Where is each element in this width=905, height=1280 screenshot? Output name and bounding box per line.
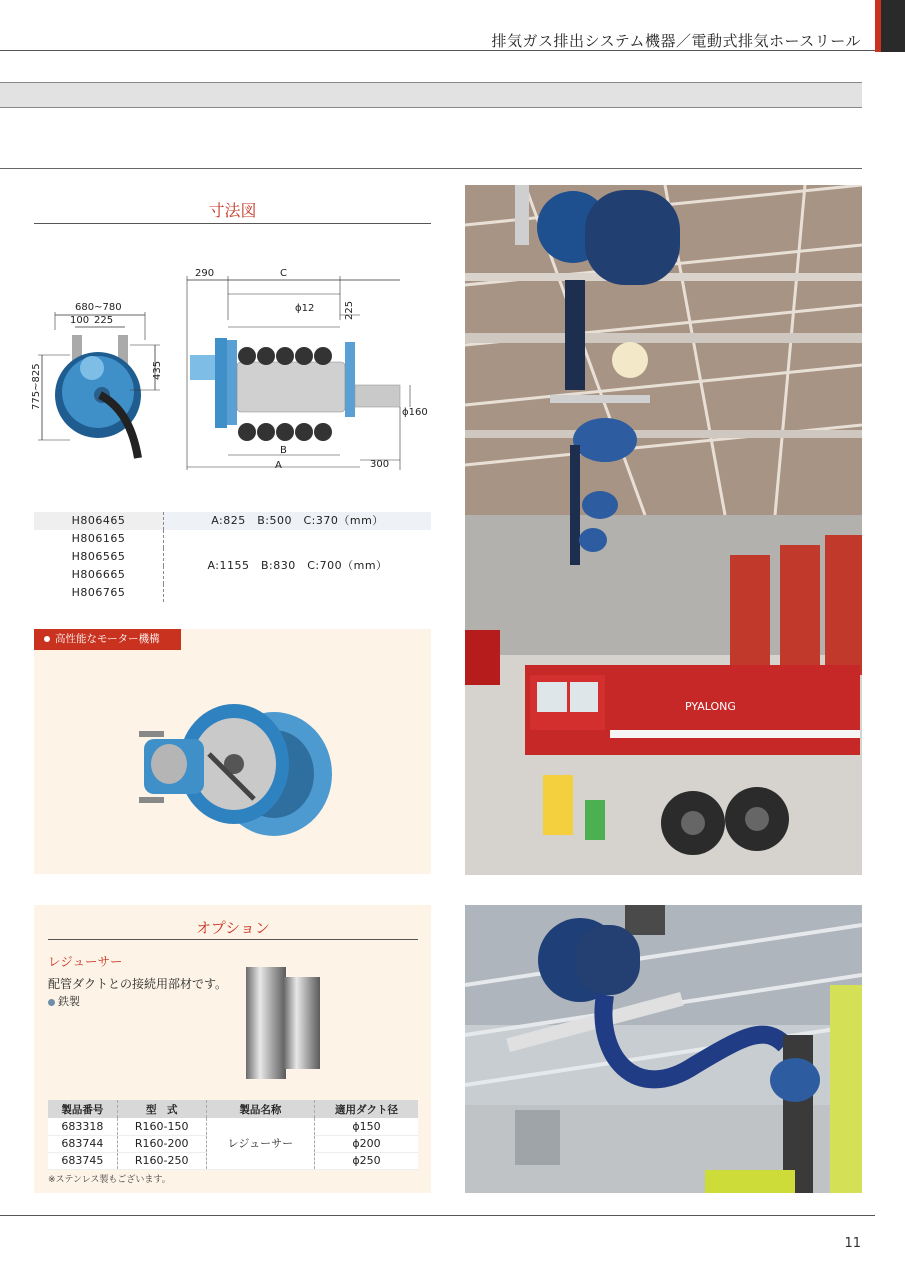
option-box: [34, 905, 431, 1193]
header-tab-marker: [875, 0, 905, 52]
motor-label: 高性能なモーター機構: [34, 629, 181, 650]
option-spec-table: [48, 1100, 418, 1170]
model-code: H806565: [34, 548, 164, 566]
product-number: 683744: [48, 1135, 117, 1152]
header-title: 排気ガス排出システム機器／電動式排気ホースリール: [491, 32, 861, 50]
section-divider: [0, 168, 862, 169]
dimension-drawing: [30, 260, 435, 475]
product-name: レジューサー: [206, 1118, 314, 1169]
dim-c: C: [280, 268, 287, 279]
duct-diameter: ϕ250: [315, 1152, 418, 1169]
dimension-title-rule: [34, 223, 431, 224]
option-title: オプション: [196, 919, 270, 937]
model-code: H806765: [34, 584, 164, 602]
side-view-reel: [38, 312, 160, 458]
table-header-row: [48, 1100, 418, 1118]
dim-phi160: ϕ160: [402, 407, 428, 418]
workshop-photo: [465, 185, 862, 875]
dim-300: 300: [370, 459, 390, 470]
product-number: 683745: [48, 1152, 117, 1169]
motor-feature-box: [34, 629, 431, 874]
option-note: ※ステンレス製もございます。: [48, 1175, 171, 1185]
motor-reel-image: [134, 679, 334, 849]
option-title-rule: [48, 939, 418, 940]
dim-100: 100: [70, 315, 90, 326]
dim-435: 435: [152, 360, 163, 380]
dim-a: A: [275, 460, 282, 471]
col-header: 製品番号: [48, 1100, 117, 1118]
ceiling-reel-photo: [465, 905, 862, 1193]
dim-b: B: [280, 445, 287, 456]
col-header: 製品名称: [206, 1100, 314, 1118]
model-dims: A:825 B:500 C:370（mm）: [164, 512, 431, 530]
bullet-icon: [48, 999, 55, 1006]
dim-phi12: ϕ12: [295, 303, 315, 314]
model-type: R160-200: [117, 1135, 206, 1152]
dimension-section-title: 寸法図: [208, 201, 257, 220]
product-number: 683318: [48, 1118, 117, 1135]
model-code: H806165: [34, 530, 164, 548]
page-number: 11: [844, 1236, 861, 1251]
option-description: 配管ダクトとの接続用部材です。: [48, 977, 228, 991]
truck-label: PYALONG: [685, 700, 736, 713]
model-type: R160-250: [117, 1152, 206, 1169]
model-code: H806665: [34, 566, 164, 584]
col-header: 型 式: [117, 1100, 206, 1118]
option-material: 鉄製: [48, 993, 80, 1009]
model-type: R160-150: [117, 1118, 206, 1135]
dim-680-780: 680~780: [75, 302, 122, 313]
header-rule: [0, 50, 875, 51]
table-row: [34, 512, 431, 530]
reducer-image: [244, 965, 324, 1081]
option-product-name: レジューサー: [48, 954, 123, 969]
model-code: H806465: [34, 512, 164, 530]
section-band: [0, 82, 862, 108]
duct-diameter: ϕ150: [315, 1118, 418, 1135]
model-dimension-table: [34, 512, 431, 602]
col-header: 適用ダクト径: [315, 1100, 418, 1118]
dim-775-825: 775~825: [31, 363, 42, 410]
dim-290: 290: [195, 268, 215, 279]
dim-225-side: 225: [94, 315, 114, 326]
bullet-icon: [44, 636, 50, 642]
model-dims-merged: A:1155 B:830 C:700（mm）: [207, 559, 388, 572]
table-row: [48, 1118, 418, 1135]
dim-225-front: 225: [344, 300, 355, 320]
duct-diameter: ϕ200: [315, 1135, 418, 1152]
footer-rule: [0, 1215, 875, 1216]
